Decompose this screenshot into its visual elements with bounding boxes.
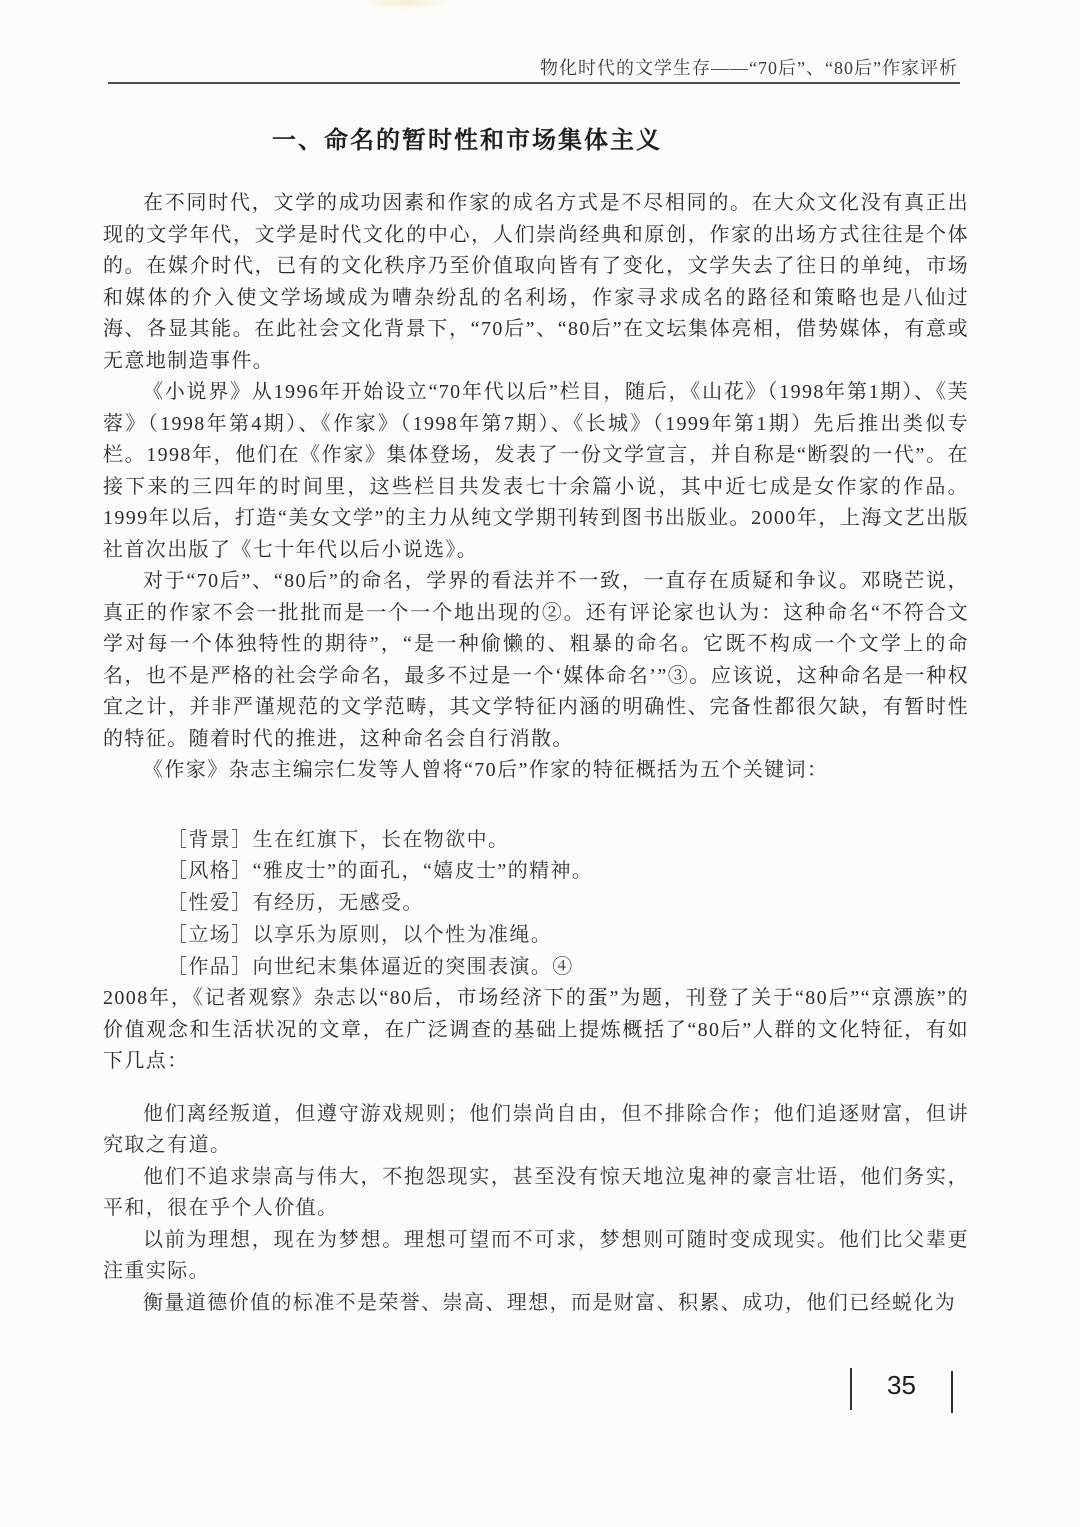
page-number-rule-right <box>951 1371 953 1413</box>
paragraph: 对于“70后”、“80后”的命名，学界的看法并不一致，一直存在质疑和争议。邓晓芒说，真正的作家不会一批批而是一个一个地出现的②。还有评论家也认为：这种命名“不符合文学对每一个体独特性的期待”，“是一种偷懒的、粗暴的命名。它既不构成一个文学上的命名，也不是严格的社会学命名，最多不过是一个‘媒体命名’”③。应该说，这种命名是一种权宜之计，并非严谨规范的文学范畴，其文学特征内涵的明确性、完备性都很欠缺，有暂时性的特征。随着时代的推进，这种命名会自行消散。 <box>103 570 969 750</box>
quote-block <box>103 1099 969 1320</box>
keyword-item: ［背景］生在红旗下，长在物欲中。 <box>167 828 510 851</box>
quote-item: 衡量道德价值的标准不是荣誉、崇高、理想，而是财富、积累、成功，他们已经蜕化为 <box>143 1291 957 1314</box>
body-text <box>103 188 969 1319</box>
scan-artifact-smudge <box>360 0 450 10</box>
keyword-item: ［性爱］有经历，无感受。 <box>167 892 424 915</box>
quote-item: 以前为理想，现在为梦想。理想可望而不可求，梦想则可随时变成现实。他们比父辈更注重实际。 <box>103 1228 969 1283</box>
running-header: 物化时代的文学生存——“70后”、“80后”作家评析 <box>540 58 958 78</box>
section-title: 一、命名的暂时性和市场集体主义 <box>272 128 662 154</box>
keyword-item: ［作品］向世纪末集体逼近的突围表演。④ <box>167 955 574 978</box>
keyword-item: ［风格］“雅皮士”的面孔，“嬉皮士”的精神。 <box>167 860 594 883</box>
header-rule <box>108 82 960 84</box>
page-number: 35 <box>887 1370 916 1400</box>
paragraph: 2008年，《记者观察》杂志以“80后，市场经济下的蛋”为题，刊登了关于“80后”“京漂族”的价值观念和生活状况的文章，在广泛调查的基础上提炼概括了“80后”人群的文化特征，有如下几点： <box>103 987 969 1073</box>
paragraph: 《作家》杂志主编宗仁发等人曾将“70后”作家的特征概括为五个关键词： <box>143 759 829 781</box>
keywords-list <box>167 825 969 984</box>
keyword-item: ［立场］以享乐为原则，以个性为准绳。 <box>167 923 553 946</box>
paragraph: 在不同时代，文学的成功因素和作家的成名方式是不尽相同的。在大众文化没有真正出现的文学年代，文学是时代文化的中心，人们崇尚经典和原创，作家的出场方式往往是个体的。在媒介时代，已有的文化秩序乃至价值取向皆有了变化，文学失去了往日的单纯，市场和媒体的介入使文学场域成为嘈杂纷乱的名利场，作家寻求成名的路径和策略也是八仙过海、各显其能。在此社会文化背景下，“70后”、“80后”在文坛集体亮相，借势媒体，有意或无意地制造事件。 <box>103 192 969 372</box>
quote-item: 他们不追求崇高与伟大，不抱怨现实，甚至没有惊天地泣鬼神的豪言壮语，他们务实，平和，很在乎个人价值。 <box>103 1165 969 1220</box>
quote-item: 他们离经叛道，但遵守游戏规则；他们崇尚自由，但不排除合作；他们追逐财富，但讲究取之有道。 <box>103 1102 969 1157</box>
page-number-group <box>850 1368 953 1412</box>
paragraph: 《小说界》从1996年开始设立“70年代以后”栏目，随后，《山花》（1998年第1期）、《芙蓉》（1998年第4期）、《作家》（1998年第7期）、《长城》（1999年第1期）先后推出类似专栏。1998年，他们在《作家》集体登场，发表了一份文学宣言，并自称是“断裂的一代”。在接下来的三四年的时间里，这些栏目共发表七十余篇小说，其中近七成是女作家的作品。1999年以后，打造“美女文学”的主力从纯文学期刊转到图书出版业。2000年，上海文艺出版社首次出版了《七十年代以后小说选》。 <box>103 381 969 561</box>
